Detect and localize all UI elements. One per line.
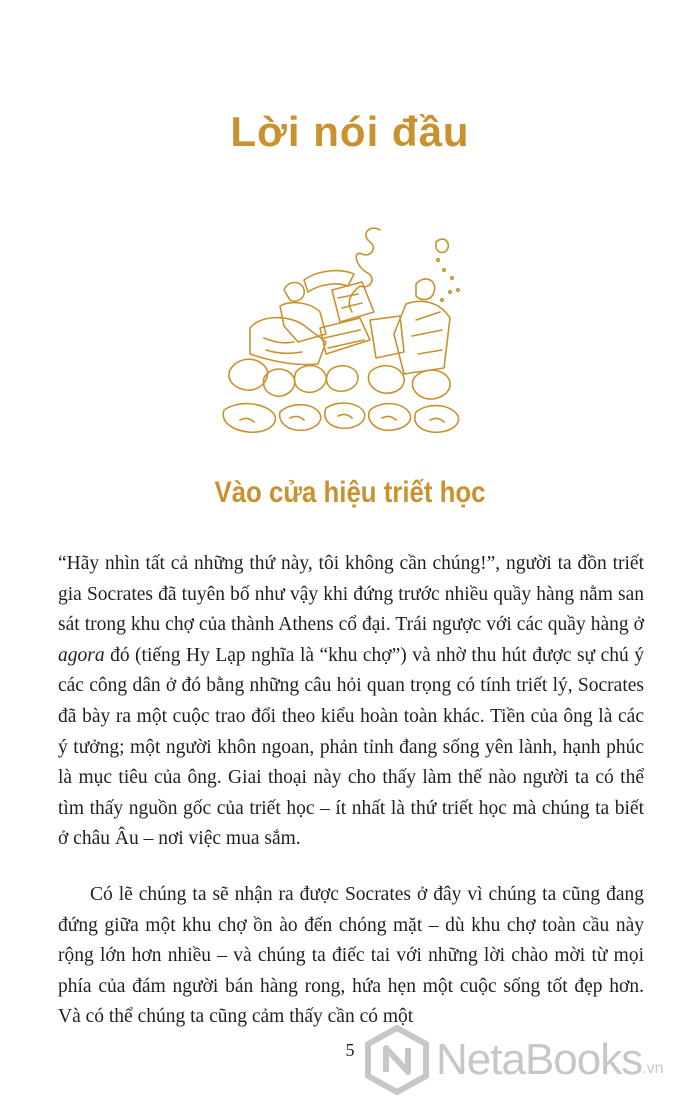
body-paragraph-1 — [58, 549, 644, 855]
netabooks-logo-icon — [362, 1024, 432, 1096]
section-title: Vào cửa hiệu triết học — [214, 476, 486, 509]
paragraph-text: đó (tiếng Hy Lạp nghĩa là “khu chợ”) và nhờ thu hút được sự chú ý các công dân ở đó bằng những câu hỏi quan trọng có tính triết lý, Socrates đã bày ra một cuộc trao đổi theo kiểu hoàn toàn khác. Tiền của ông là các ý tưởng; một người khôn ngoan, phản tỉnh đang sống yên lành, hạnh phúc là mục tiêu của ông. Giai thoại này cho thấy làm thế nào người ta có thể tìm thấy nguồn gốc của triết học – ít nhất là thứ triết học mà chúng ta biết ở châu Âu – nơi việc mua sắm. — [58, 644, 644, 850]
body-paragraph-2: Có lẽ chúng ta sẽ nhận ra được Socrates ở đây vì chúng ta cũng đang đứng giữa một khu chợ ồn ào đến chóng mặt – dù khu chợ toàn cầu này rộng lớn hơn nhiều – và chúng ta điếc tai với những lời chào mời từ mọi phía của đám người bán hàng rong, hứa hẹn một cuộc sống tốt đẹp hơn. Và có thể chúng ta cũng cảm thấy cần có một — [58, 884, 644, 1028]
watermark-suffix: .vn — [642, 1060, 664, 1077]
watermark-brand: NetaBooks — [436, 1035, 643, 1084]
watermark — [362, 1020, 692, 1100]
market-illustration — [220, 220, 480, 450]
page-number: 5 — [345, 1040, 355, 1060]
paragraph-text: “Hãy nhìn tất cả những thứ này, tôi không cần chúng!”, người ta đồn triết gia Socrates đã tuyên bố như vậy khi đứng trước nhiều quầy hàng nằm san sát trong khu chợ của thành Athens cổ đại. Trái ngược với các quầy hàng ở — [58, 553, 644, 636]
italic-term: agora — [58, 644, 105, 666]
chapter-title: Lời nói đầu — [230, 108, 470, 155]
